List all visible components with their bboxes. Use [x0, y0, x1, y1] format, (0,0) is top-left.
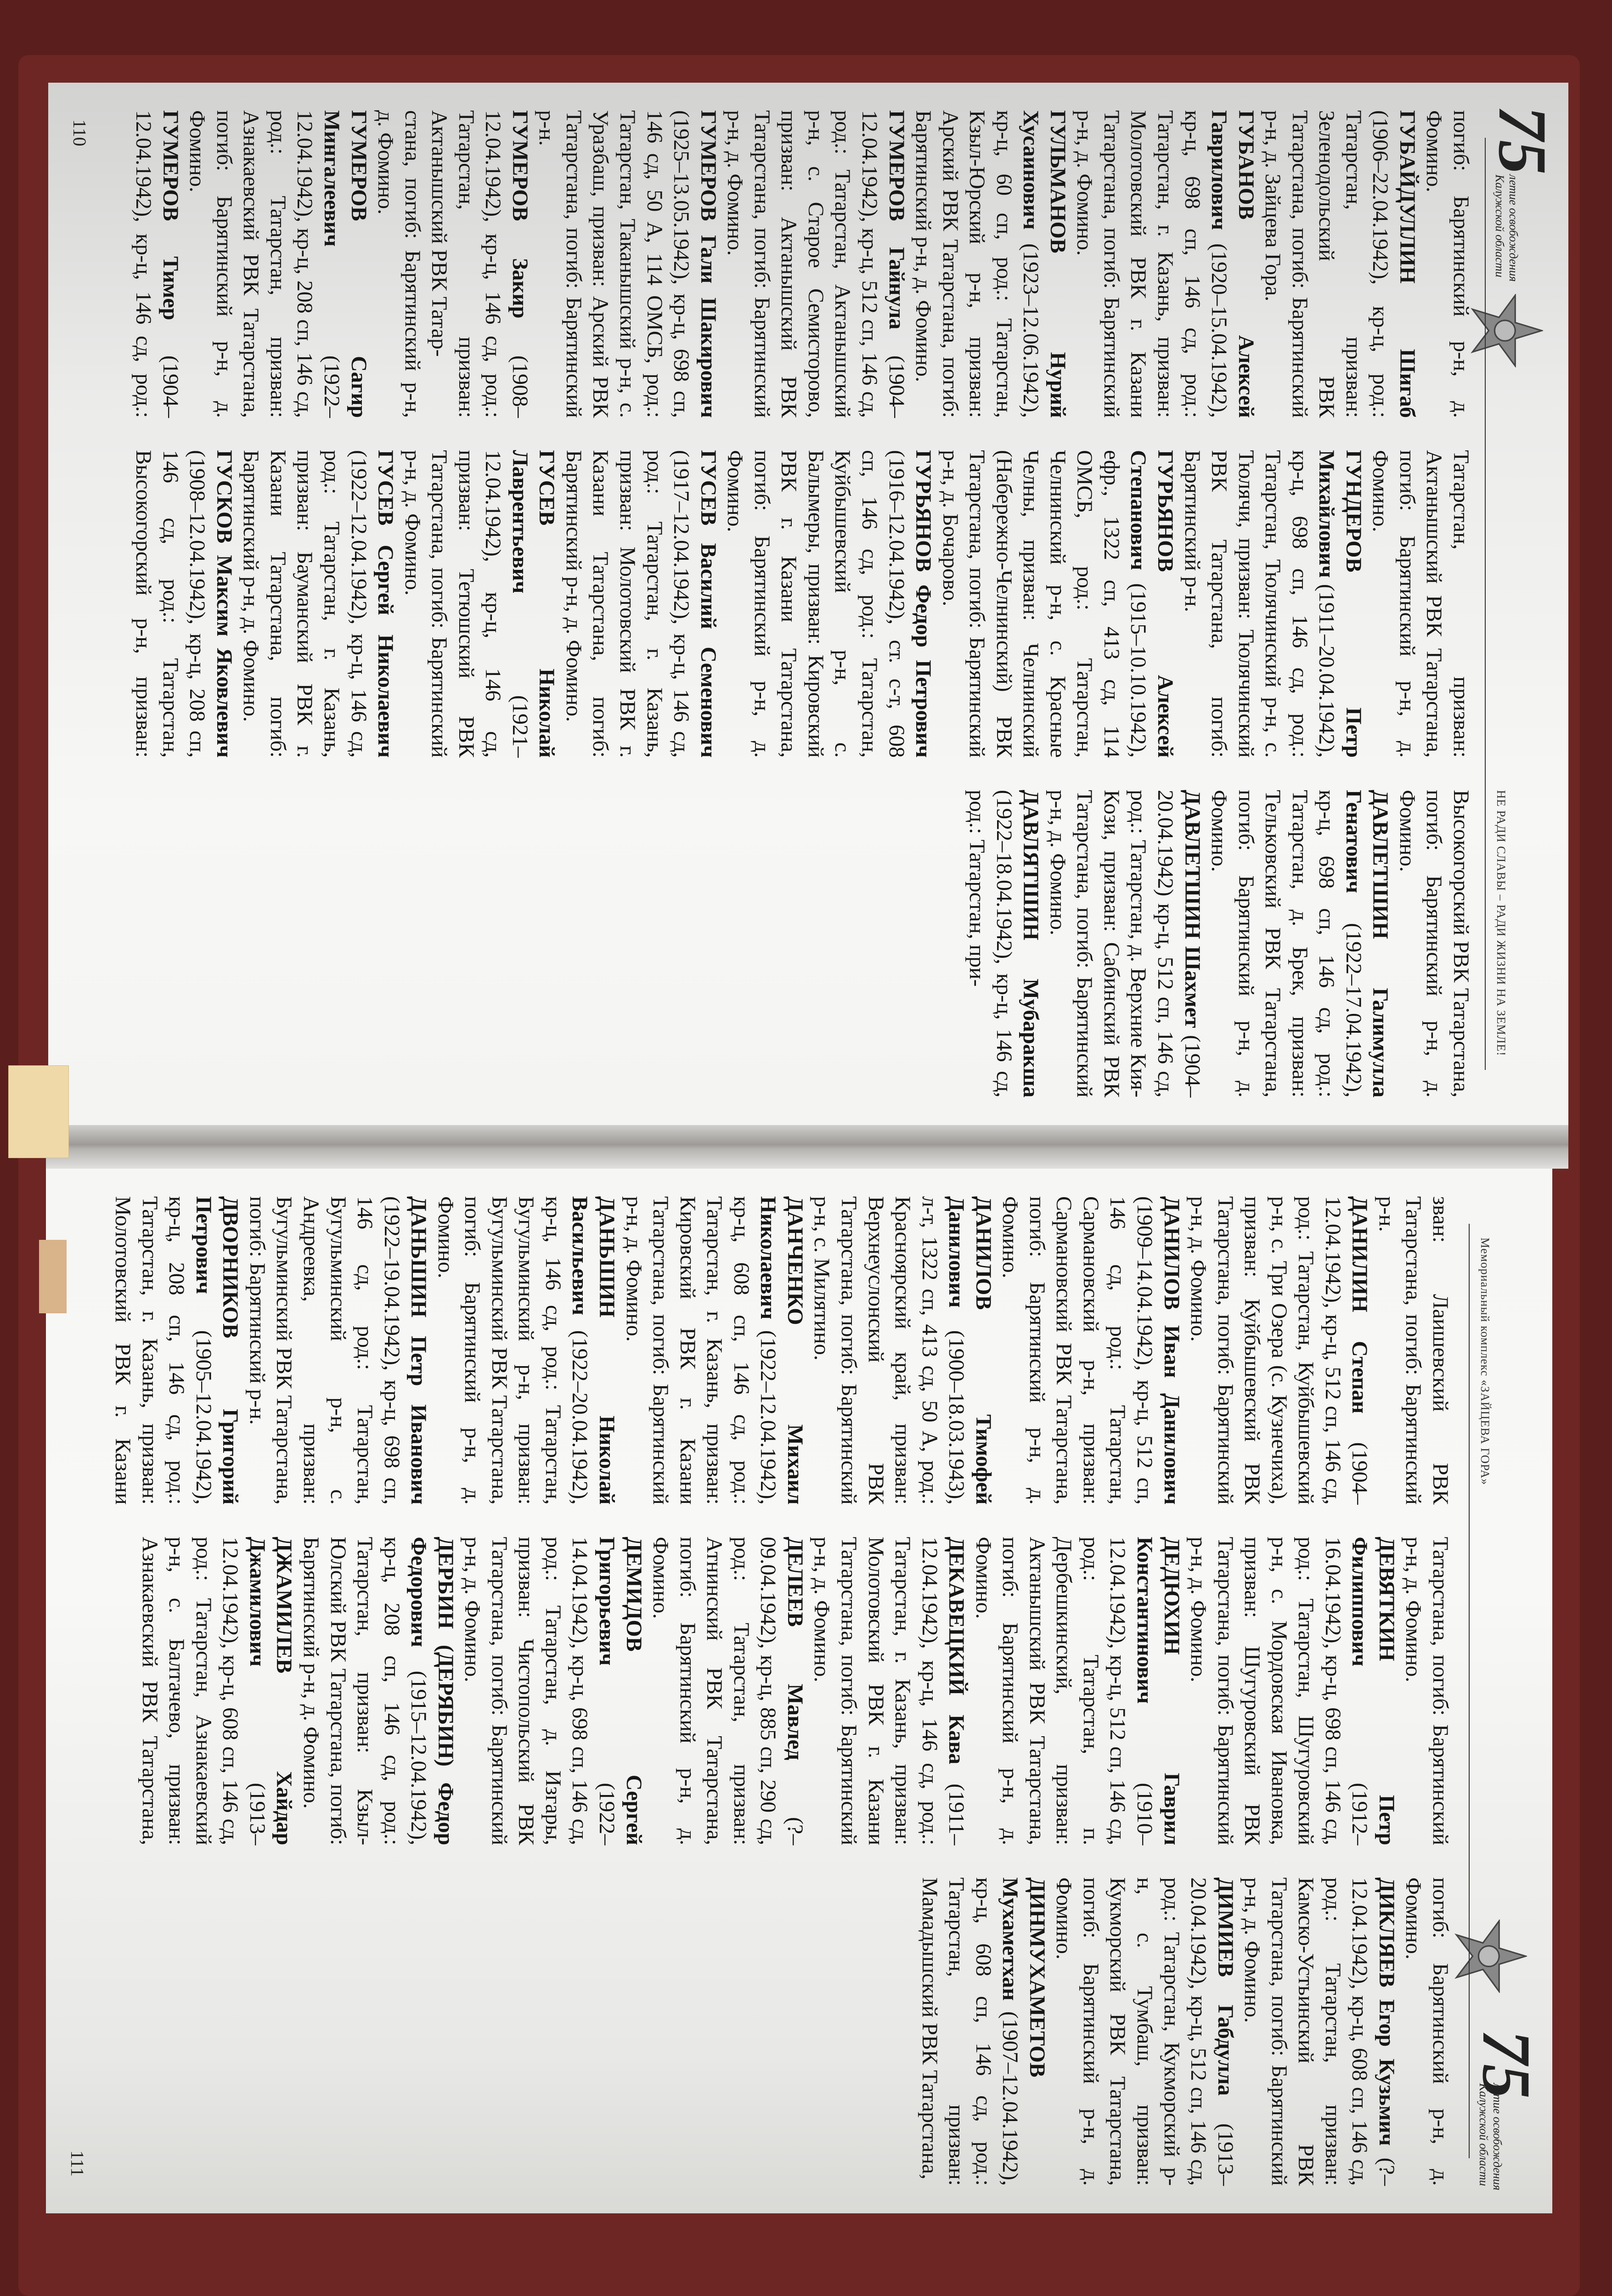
soldier-name: ДИНМУХАМЕТОВ Мухаметхан	[998, 1877, 1049, 2077]
soldier-name: ДЕРБИН (ДЕРЯБИН) Федор Федорович	[406, 1536, 458, 1846]
soldier-name: ДАВЛЕТШИН Шахмет	[1180, 790, 1205, 1028]
soldier-name: ДИКЛЯЕВ Егор Кузьмич	[1374, 1877, 1399, 2146]
entry-details: (1905–12.04.1942), кр-ц, 208 сп, 146 сд, род.: Татарстан, г. Казань, призван: Молотовский РВК г. Казани Татарстана, погиб: Барятинский р-н, д. Фомино.	[111, 1196, 1453, 1846]
memorial-entry	[243, 1196, 432, 1505]
memorial-entry	[1050, 1877, 1239, 2186]
memorial-entry	[910, 110, 1071, 418]
entry-details: зван: Лаишевский РВК Татарстана, погиб: Барятинский р-н.	[1374, 1196, 1453, 1505]
memorial-entry	[1071, 110, 1259, 418]
soldier-name: ДАВЛЕТШИН Галимулла Генатович	[1341, 790, 1393, 1097]
soldier-name: ГУНДЕРОВ Петр Михайлович	[1314, 450, 1366, 758]
memorial-entry	[297, 1537, 458, 1846]
running-header-text: НЕ РАДИ СЛАВЫ – РАДИ ЖИЗНИ НА ЗЕМЛЕ!	[1494, 790, 1508, 1056]
entry-details: (1915–10.10.1942), ефр., 1322 сп, 413 сд, 114 ОМСБ, род.: Татарстан, Челнинский р-н, с. Красные Челны, призван: Челнинский (Набережно-Челнинский) РВК Татарстана, погиб: Барятинский р-н, д. Бочарово.	[938, 450, 1151, 758]
memorial-entry	[916, 1877, 1050, 2186]
memorial-entry	[372, 110, 426, 418]
entry-details: (1910–12.04.1942), кр-ц, 512 сп, 146 сд, род.: Татарстан, п. Дербешкинский, призван: Актанышский РВК Татарстана, погиб: Барятинский р-н, д. Фомино.	[971, 1536, 1157, 1846]
memorial-entry	[533, 110, 721, 418]
soldier-name: ДАНИЛОВ Иван Данилович	[1159, 1196, 1184, 1505]
soldier-name: ДЕКАВЕЦКИЙ Кава	[944, 1536, 969, 1765]
header-rule	[1469, 1224, 1470, 2158]
entry-details: (1920–15.04.1942), кр-ц, 698 сп, 146 сд, род.: Татарстан, г. Казань, призван: Молотовский РВК г. Казани Татарстана, погиб: Барятинский р-н, д. Фомино.	[1072, 110, 1232, 418]
soldier-name: ГУМЕРОВ Гайнула	[884, 110, 909, 330]
emblem-number: 75	[1484, 106, 1561, 174]
header-rule	[1485, 138, 1486, 1070]
memorial-entry	[560, 450, 721, 758]
memorial-entry	[1206, 790, 1394, 1097]
entry-details: (1922–14.04.1942), кр-ц, 698 сп, 146 сд, род.: Татарстан, д. Изгары, призван: Чистопольский РВК Татарстана, погиб: Барятинский р-н, д. Фомино.	[460, 1536, 620, 1846]
entry-details: (1906–22.04.1942), кр-ц, род.: Татарстан, призван: Зеленодольский РВК Татарстана, погиб: Барятинский р-н, д. Зайцева Гора.	[1261, 110, 1393, 418]
memorial-entry	[647, 1537, 808, 1846]
memorial-entry	[237, 450, 399, 758]
entry-details: (1922–17.04.1942), кр-ц, 698 сп, 146 сд, род.: Татарстан, д. Брек, призван: Тельковский РВК Татарстана, погиб: Барятинский р-н, д. Фомино.	[1207, 790, 1366, 1097]
soldier-name: ГУМЕРОВ Закир	[507, 110, 532, 319]
entry-details: (1922–12.04.1942), кр-ц, 608 сп, 146 сд, род.: Татарстан, г. Казань, призван: Кировский РВК г. Казани Татарстана, погиб: Барятинский р-н, д. Фомино.	[621, 1196, 781, 1505]
entry-details: (1904–12.04.1942), кр-ц, 512 сп, 146 сд, род.: Татарстан, Куйбышевский р-н, с. Три Озера (с. Кузнечиха), призван: Куйбышевский РВК Татарстана, погиб: Барятинский р-н, д. Фомино.	[1186, 1196, 1372, 1505]
soldier-name: ДЕДЮХИН Гаврил Константинович	[1132, 1536, 1184, 1846]
memorial-entry	[997, 1196, 1185, 1505]
memorial-entry	[808, 1537, 969, 1846]
entry-details: стана, погиб: Барятинский р-н, д. Фомино.	[373, 110, 425, 418]
soldier-name: ДАНЬШИН Петр Иванович	[406, 1196, 431, 1505]
memorial-entry	[1373, 1196, 1454, 1505]
memorial-entry	[184, 110, 372, 418]
memorial-entry	[1185, 1537, 1400, 1846]
entry-details: (1911–20.04.1942), кр-ц, 698 сп, 146 сд, род.: Татарстан, Тюлячинский р-н, с. Тюлячи, призван: Тюлячинский РВК Татарстана, погиб: Барятинский р-н.	[1180, 450, 1339, 758]
memorial-entry	[721, 450, 936, 758]
soldier-name: ГУСЕВ Николай Лаврентьевич	[507, 450, 559, 758]
page-number: 110	[69, 119, 90, 146]
soldier-name: ДЕЛЕЕВ Мавлед	[783, 1536, 807, 1761]
entry-columns	[101, 1196, 1454, 2186]
soldier-name: ГУРЬЯНОВ Алексей Степанович	[1126, 450, 1178, 758]
soldier-name: ГУСКОВ Максим Яковлевич	[212, 450, 237, 758]
memorial-entry	[399, 450, 560, 758]
memorial-entry	[426, 110, 533, 418]
soldier-name: ДИМИЕВ Габдулла	[1213, 1877, 1238, 2096]
soldier-name: ГУРЬЯНОВ Федор Петрович	[911, 450, 936, 758]
entry-details: (1922–20.04.1942), кр-ц, 146 сд, род.: Татарстан, Бугульминский р-н, призван: Бугульминский РВК Татарстана, погиб: Барятинский р-н, д. Фомино.	[433, 1196, 592, 1505]
bookmark-tab	[39, 1240, 67, 1313]
memorial-entry	[964, 790, 1044, 1097]
left-page	[48, 83, 1568, 1125]
soldier-name: ГУМЕРОВ Сагир Мингалеевич	[320, 110, 371, 418]
entry-details: (1912–16.04.1942), кр-ц, 698 сп, 146 сд, род.: Татарстан, Шугуровский р-н, с. Мордовская Ивановка, призван: Шугуровский РВК Татарстана, погиб: Барятинский р-н, д. Фомино.	[1186, 1536, 1372, 1846]
entry-details: (1904–12.04.1942), кр-ц, 512 сп, 146 сд, род.: Татарстан, Актанышский р-н, с. Старое Семисторово, призван: Актанышский РВК Татарстана, погиб: Барятинский р-н, д. Фомино.	[723, 110, 909, 418]
soldier-name: ГУБАЙДУЛЛИН Шигаб	[1395, 110, 1420, 418]
soldier-name: ГУМЕРОВ Гали Шакирович	[696, 110, 721, 418]
entry-details: (1908–12.04.1942), кр-ц, 208 сп, 146 сд, род.: Татарстан, Высокогорский р-н, призван: Высокогорский РВК Татарстана, погиб: Барятинский р-н, д. Фомино.	[131, 450, 1473, 1097]
entry-details: (1916–12.04.1942), ст. с-т, 608 сп, 146 сд, род.: Татарстан, Куйбышевский р-н, с. Балымеры, призван: Кировский РВК г. Казани Татарстана, погиб: Барятинский р-н, д. Фомино.	[723, 450, 909, 758]
soldier-name: ГУМЕРОВ Тимер	[158, 110, 183, 321]
entry-details: (1908–12.04.1942), кр-ц, 146 сд, род.: Татарстан, призван: Актанышский РВК Татар-	[427, 110, 532, 418]
entry-details: (1915–12.04.1942), кр-ц, 208 сп, 146 сд, род.: Татарстан, призван: Кзыл-Юлский РВК Татарстана, погиб: Барятинский р-н, д. Фомино.	[299, 1536, 431, 1846]
memorial-entry	[1239, 1877, 1400, 2186]
running-header	[1486, 83, 1513, 1125]
soldier-name: ДЖАМИЛЕВ Хайдар Джамилович	[245, 1536, 297, 1846]
entry-details: погиб: Барятинский р-н, д. Фомино.	[1422, 110, 1473, 418]
soldier-name: ГУЛЬМАНОВ Нурий Хусаинович	[1019, 110, 1070, 418]
soldier-name: ДАНИЛИН Степан	[1347, 1196, 1372, 1414]
entry-details: (1913–12.04.1942), кр-ц, 608 сп, 146 сд, род.: Татарстан, Азнакаевский р-н, с. Балтачево, призван: Азнакаевский РВК Татарстана, погиб: Барятинский р-н, д. Фомино.	[137, 1536, 1453, 2186]
entry-details: (1922–18.04.1942), кр-ц, 146 сд, род.: Татарстан, при-	[965, 790, 1016, 1097]
memorial-entry	[432, 1196, 620, 1505]
memorial-entry	[1185, 1196, 1373, 1505]
entry-details: (1921–12.04.1942), кр-ц, 146 сд, призван: Тетюшский РВК Татарстана, погиб: Барятинский р-н, д. Фомино.	[400, 450, 532, 758]
soldier-name: ГУБАНОВ Алексей Гаврилович	[1207, 110, 1258, 418]
memorial-entry	[721, 110, 910, 418]
entry-columns	[103, 110, 1474, 1097]
memorial-entry	[1044, 790, 1205, 1097]
entry-details: (1904–12.04.1942), кр-ц, 146 сд, род.: Татарстан, призван: Актанышский РВК Татарстана, погиб: Барятинский р-н, д. Фомино.	[131, 110, 1473, 758]
memorial-entry	[620, 1196, 808, 1505]
entry-details: (1917–12.04.1942), кр-ц, 146 сд, род.: Татарстан, г. Казань, призван: Молотовский РВК г. Казани Татарстана, погиб: Барятинский р-н, д. Фомино.	[561, 450, 694, 758]
memorial-entry	[936, 450, 1178, 758]
entry-details: (1900–18.03.1943), л-т, 1322 сп, 413 сд, 50 А, род.: Красноярский край, призван: Верхнеуслонский РВК Татарстана, погиб: Барятинский р-н, с. Милятино.	[810, 1196, 969, 1505]
page-number: 111	[67, 2150, 88, 2177]
soldier-name: ГУСЕВ Сергей Николаевич	[373, 450, 398, 758]
soldier-name: ДВОРНИКОВ Григорий Петрович	[191, 1196, 243, 1505]
memorial-entry	[969, 1537, 1184, 1846]
entry-details: (1904–20.04.1942) кр-ц, 512 сп, 146 сд, род.: Татарстан, д. Верхние Кия-Кози, призван: Сабинский РВК Татарстана, погиб: Барятинский р-н, д. Фомино.	[1045, 790, 1205, 1098]
entry-details: (1923–12.06.1942), кр-ц, 60 сп, род.: Татарстан, Кзыл-Юрский р-н, призван: Арский РВК Татарстана, погиб: Барятинский р-н, д. Фомино.	[911, 110, 1043, 418]
entry-details: (1922–12.04.1942), кр-ц, 146 сд, род.: Татарстан, г. Казань, призван: Бауманский РВК г. Казани Татарстана, погиб: Барятинский р-н, д. Фомино.	[239, 450, 371, 758]
running-header	[1470, 1169, 1497, 2213]
right-page	[46, 1169, 1552, 2213]
sticky-note-tab	[8, 1065, 69, 1158]
memorial-entry	[1420, 110, 1474, 418]
memorial-entry	[1259, 110, 1420, 418]
entry-details: (1909–14.04.1942), кр-ц, 512 сп, 146 сд, род.: Татарстан, Сармановский р-н, призван: Сармановский РВК Татарстана, погиб: Барятинский р-н, д. Фомино.	[998, 1196, 1157, 1505]
running-header-text: Мемориальный комплекс «ЗАЙЦЕВА ГОРА»	[1478, 1238, 1492, 1486]
emblem-caption: летие освобождения Калужской области	[1477, 2083, 1504, 2190]
soldier-name: ГУСЕВ Василий Семенович	[696, 450, 721, 758]
soldier-name: ДАВЛЯТШИН Мубаракша	[1019, 790, 1043, 1097]
soldier-name: ДЕМИДОВ Сергей Григорьевич	[595, 1536, 646, 1846]
entry-details: (1907–12.04.1942), кр-ц, 608 сп, 146 сд, род.: Татарстан, призван: Мамадышский РВК Татарстана,	[917, 1877, 1023, 2186]
entry-details: (1922–19.04.1942), кр-ц, 698 сп, 146 сд, род.: Татарстан, Бугульминский р-н, с. Андреевка, призван: Бугульминский РВК Татарстана, погиб: Барятинский р-н.	[245, 1196, 404, 1505]
entry-details: (1911–12.04.1942), кр-ц, 146 сд, род.: Татарстан, г. Казань, призван: Молотовский РВК г. Казани Татарстана, погиб: Барятинский р-н, д. Фомино.	[810, 1536, 969, 1846]
memorial-entry	[808, 1196, 997, 1505]
soldier-name: ДАНЬШИН Николай Васильевич	[568, 1196, 620, 1505]
emblem-number: 75	[1468, 2030, 1544, 2099]
soldier-name: ДЕВЯТКИН Петр Филиппович	[1347, 1536, 1399, 1846]
memorial-entry	[459, 1537, 647, 1846]
entry-details: (?–09.04.1942), кр-ц, 885 сп, 290 сд, род.: Татарстан, призван: Атнинский РВК Татарстана, погиб: Барятинский р-н, д. Фомино.	[648, 1536, 807, 1846]
entry-details: (1922–12.04.1942), кр-ц, 208 сп, 146 сд, род.: Татарстан, призван: Азнакаевский РВК Татарстана, погиб: Барятинский р-н, д. Фомино.	[185, 110, 344, 418]
entry-details: (1925–13.05.1942), кр-ц, 698 сп, 146 сд, 50 А, 114 ОМСБ, род.: Татарстан, Таканышский р-н, с. Уразбаш, призван: Арский РВК Татарстана, погиб: Барятинский р-н.	[535, 110, 694, 418]
soldier-name: ДАНИЛОВ Тимофей Данилович	[944, 1196, 996, 1505]
memorial-entry	[1178, 450, 1367, 758]
soldier-name: ДАНЧЕНКО Михаил Николаевич	[756, 1196, 807, 1505]
entry-details: (?–12.04.1942), кр-ц, 608 сп, 146 сд, род.: Татарстан, призван: Камско-Устьинский РВК Татарстана, погиб: Барятинский р-н, д. Фомино.	[1240, 1877, 1399, 2186]
emblem-caption: летие освобождения Калужской области	[1493, 174, 1520, 282]
entry-details: (1913–20.04.1942), кр-ц, 512 сп, 146 сд, род.: Татарстан, Кукморский р-н, с. Тумбаш, призван: Кукморский РВК Татарстана, погиб: Барятинский р-н, д. Фомино.	[1052, 1877, 1238, 2186]
book-gutter	[46, 1125, 1568, 1169]
